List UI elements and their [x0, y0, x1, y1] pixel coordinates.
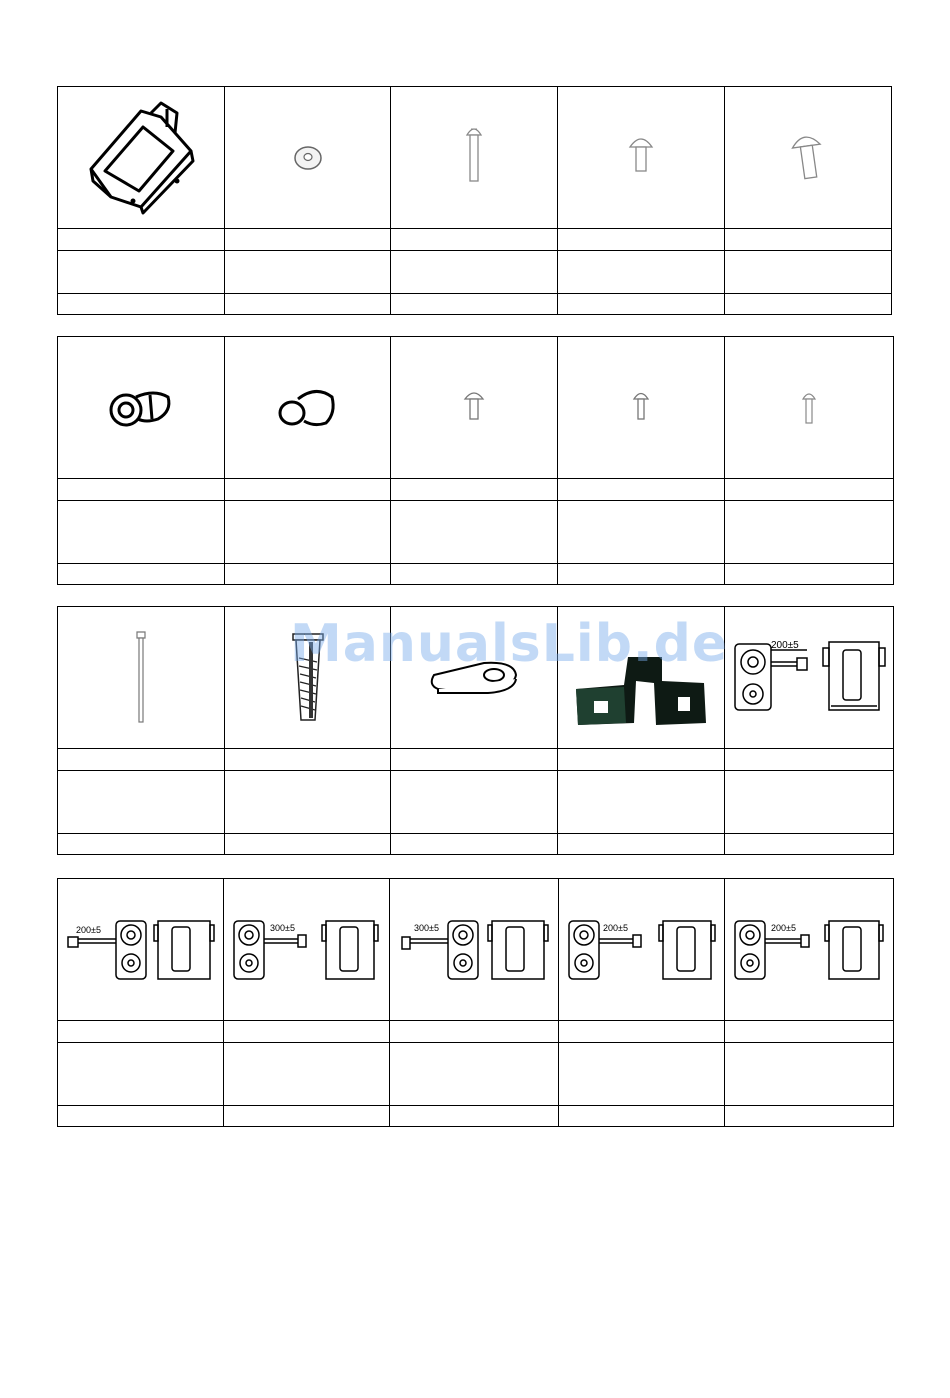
parts-table-1: [57, 86, 892, 315]
part-image-cell: [225, 87, 391, 229]
cable-length-label: 200±5: [771, 922, 796, 933]
servo-pair-icon: [396, 915, 552, 985]
part-image-cell: [58, 337, 225, 479]
part-image-cell: [391, 337, 558, 479]
screw-small-icon: [626, 385, 656, 431]
screw-small-icon: [459, 385, 489, 431]
servo-pair-icon: [567, 915, 717, 985]
servo-pair-icon: [66, 915, 216, 985]
servo-pair-icon: [731, 638, 887, 718]
short-screw-icon: [624, 133, 658, 183]
long-rod-icon: [121, 628, 161, 728]
mushroom-screw-icon: [788, 128, 828, 188]
parts-table-4: [57, 878, 894, 1127]
screw-tiny-icon: [794, 383, 824, 433]
part-image-cell: [725, 879, 894, 1021]
part-image-cell: [225, 337, 391, 479]
part-image-cell: [559, 879, 725, 1021]
cup-horn-icon: [276, 383, 340, 433]
servo-horn-icon: [106, 383, 176, 433]
part-image-cell: [558, 607, 725, 749]
bent-bracket-icon: [566, 623, 716, 733]
part-image-cell: [725, 607, 894, 749]
threaded-anchor-icon: [283, 628, 333, 728]
parts-table-2: [57, 336, 894, 585]
part-image-cell: [225, 607, 391, 749]
cable-length-label: 300±5: [269, 922, 295, 933]
part-image-cell: [558, 87, 725, 229]
holder-bracket-icon: [81, 99, 201, 217]
servo-pair-icon: [232, 915, 382, 985]
part-image-cell: [558, 337, 725, 479]
washer-icon: [288, 138, 328, 178]
cable-length-label: 200±5: [602, 922, 628, 933]
cable-length-label: 200±5: [75, 924, 101, 935]
flat-plate-icon: [424, 653, 524, 703]
servo-pair-icon: [731, 915, 887, 985]
part-image-cell: [58, 87, 225, 229]
long-screw-icon: [459, 123, 489, 193]
part-image-cell: [391, 607, 558, 749]
part-image-cell: [58, 607, 225, 749]
cable-length-label: 300±5: [414, 922, 439, 933]
watermark-text: ManualsLib.de: [290, 614, 729, 674]
part-image-cell: [725, 337, 894, 479]
part-image-cell: [725, 87, 892, 229]
part-image-cell: [390, 879, 559, 1021]
parts-table-3: [57, 606, 894, 855]
part-image-cell: [58, 879, 224, 1021]
part-image-cell: [391, 87, 558, 229]
cable-length-label: 200±5: [771, 639, 799, 651]
part-image-cell: [224, 879, 390, 1021]
